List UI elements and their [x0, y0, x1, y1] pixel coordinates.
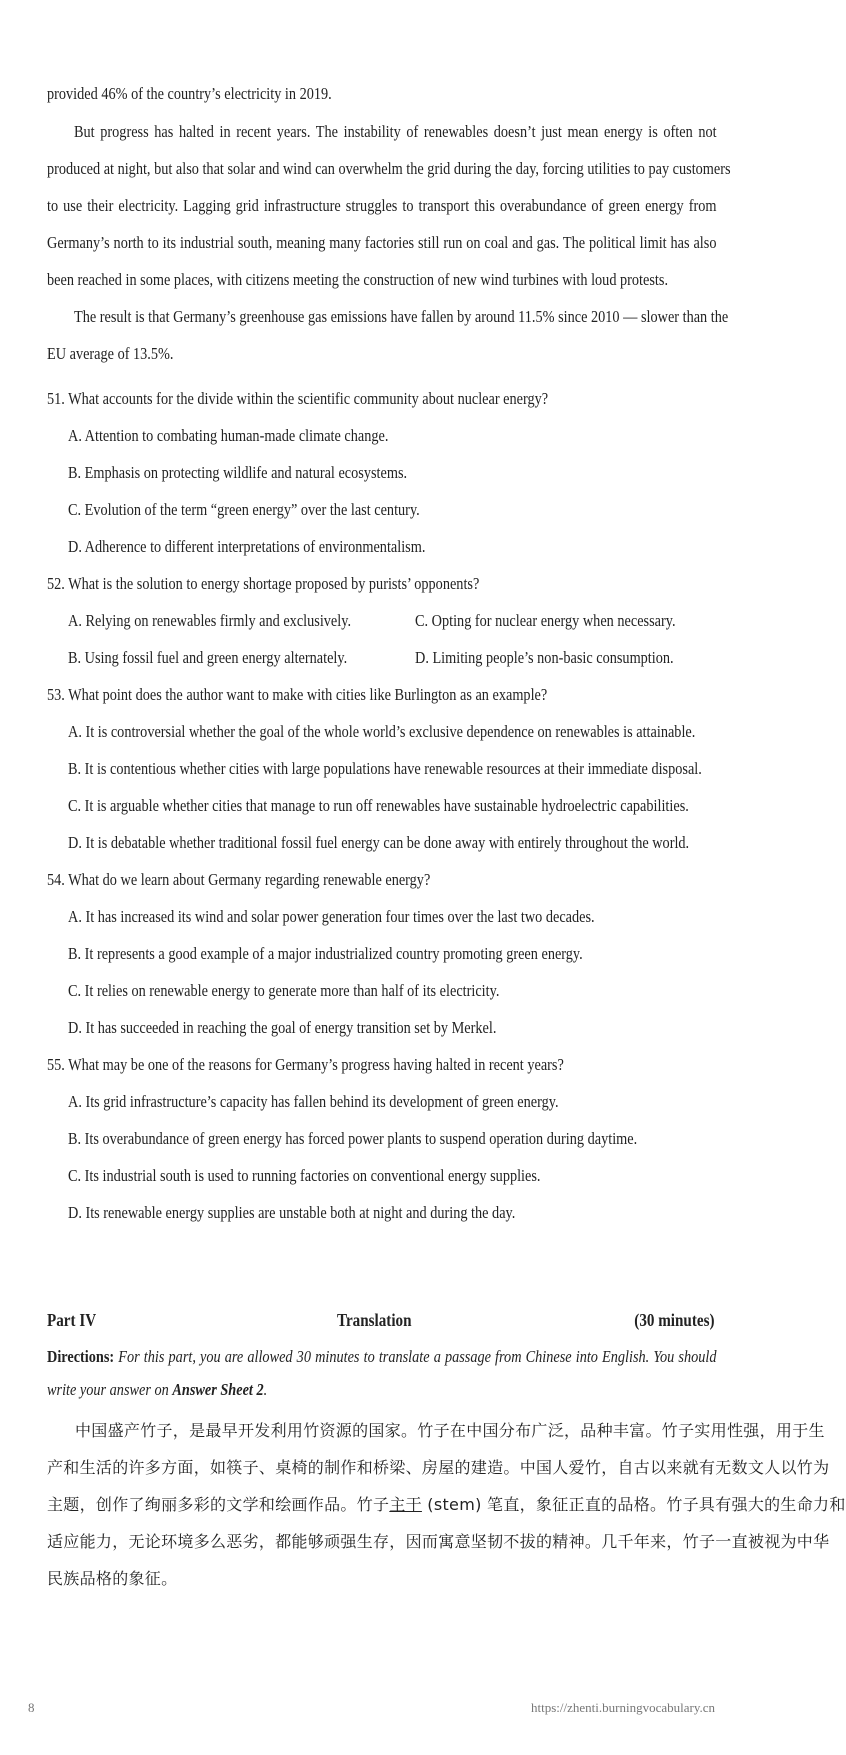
part-time: (30 minutes) [633, 1310, 714, 1330]
chinese-text: (stem) 笔直，象征正直的品格。竹子具有强大的生命力和 [421, 1495, 846, 1514]
directions [47, 1347, 717, 1367]
q53-option-c: C. It is arguable whether cities that manage to run off renewables have sustainable hydroelectric capabilities. [68, 796, 689, 815]
q55-option-c: C. Its industrial south is used to running factories on conventional energy supplies. [68, 1166, 541, 1185]
question-51-stem: 51. What accounts for the divide within the scientific community about nuclear energy? [47, 389, 549, 408]
question-54-stem: 54. What do we learn about Germany regarding renewable energy? [47, 870, 431, 889]
q54-option-b: B. It represents a good example of a major industrialized country promoting green energy. [68, 944, 583, 963]
footer-url[interactable]: https://zhenti.burningvocabulary.cn [531, 1700, 715, 1715]
passage-line: produced at night, but also that solar and wind can overwhelm the grid during the day, forcing utilities to pay customers [47, 159, 731, 178]
passage-line: The result is that Germany’s greenhouse gas emissions have fallen by around 11.5% since 2010 — slower than the [74, 307, 729, 326]
q52-option-c: C. Opting for nuclear energy when necessary. [415, 611, 676, 630]
directions-line-2 [47, 1380, 309, 1400]
chinese-line: 产和生活的许多方面，如筷子、桌椅的制作和桥梁、房屋的建造。中国人爱竹，自古以来就有无数文人以竹为 [47, 1458, 830, 1477]
passage-line: been reached in some places, with citizens meeting the construction of new wind turbines with loud protests. [47, 270, 669, 289]
q53-option-b: B. It is contentious whether cities with large populations have renewable resources at their immediate disposal. [68, 759, 702, 778]
passage-line: Germany’s north to its industrial south, meaning many factories still run on coal and gas. The political limit has also [47, 233, 717, 252]
q55-option-a: A. Its grid infrastructure’s capacity has fallen behind its development of green energy. [68, 1092, 559, 1111]
q54-option-c: C. It relies on renewable energy to generate more than half of its electricity. [68, 981, 500, 1000]
passage-line: provided 46% of the country’s electricity in 2019. [47, 84, 332, 103]
part-label: Part IV [47, 1310, 97, 1330]
page-number: 8 [28, 1700, 35, 1715]
question-52-stem: 52. What is the solution to energy shortage proposed by purists’ opponents? [47, 574, 480, 593]
q52-option-a: A. Relying on renewables firmly and exclusively. [68, 611, 352, 630]
passage-line: But progress has halted in recent years. The instability of renewables doesn’t just mean energy is often not [74, 122, 717, 141]
question-55-stem: 55. What may be one of the reasons for Germany’s progress having halted in recent years? [47, 1055, 564, 1074]
stem-underlined-term: 主干 [389, 1495, 422, 1514]
q52-option-d: D. Limiting people’s non-basic consumption. [415, 648, 674, 667]
chinese-line [47, 1492, 846, 1515]
directions-label: Directions: [47, 1347, 115, 1366]
part-title: Translation [337, 1310, 412, 1330]
q51-option-a: A. Attention to combating human-made climate change. [68, 426, 389, 445]
q52-option-b: B. Using fossil fuel and green energy alternately. [68, 648, 348, 667]
chinese-line: 中国盛产竹子，是最早开发利用竹资源的国家。竹子在中国分布广泛，品种丰富。竹子实用性强，用于生 [75, 1421, 825, 1440]
q54-option-d: D. It has succeeded in reaching the goal of energy transition set by Merkel. [68, 1018, 497, 1037]
q51-option-b: B. Emphasis on protecting wildlife and natural ecosystems. [68, 463, 408, 482]
chinese-text: 主题，创作了绚丽多彩的文学和绘画作品。竹子 [47, 1495, 390, 1514]
q53-option-a: A. It is controversial whether the goal of the whole world’s exclusive dependence on renewables is attainable. [68, 722, 696, 741]
passage-line: EU average of 13.5%. [47, 344, 174, 363]
directions-text: For this part, you are allowed 30 minutes to translate a passage from Chinese into English. You should [114, 1347, 717, 1366]
q53-option-d: D. It is debatable whether traditional fossil fuel energy can be done away with entirely throughout the world. [68, 833, 690, 852]
q54-option-a: A. It has increased its wind and solar power generation four times over the last two decades. [68, 907, 595, 926]
directions-period: . [263, 1380, 268, 1399]
q55-option-d: D. Its renewable energy supplies are unstable both at night and during the day. [68, 1203, 516, 1222]
chinese-line: 民族品格的象征。 [47, 1569, 178, 1588]
passage-line: to use their electricity. Lagging grid infrastructure struggles to transport this overabundance of green energy from [47, 196, 717, 215]
q51-option-d: D. Adherence to different interpretations of environmentalism. [68, 537, 426, 556]
question-53-stem: 53. What point does the author want to make with cities like Burlington as an example? [47, 685, 548, 704]
directions-text-2: write your answer on [47, 1380, 173, 1399]
answer-sheet-label: Answer Sheet 2 [172, 1380, 264, 1399]
q55-option-b: B. Its overabundance of green energy has forced power plants to suspend operation during daytime. [68, 1129, 638, 1148]
chinese-line: 适应能力，无论环境多么恶劣，都能够顽强生存，因而寓意坚韧不拔的精神。几千年来，竹子一直被视为中华 [47, 1532, 830, 1551]
q51-option-c: C. Evolution of the term “green energy” over the last century. [68, 500, 420, 519]
part-header [47, 1310, 714, 1334]
